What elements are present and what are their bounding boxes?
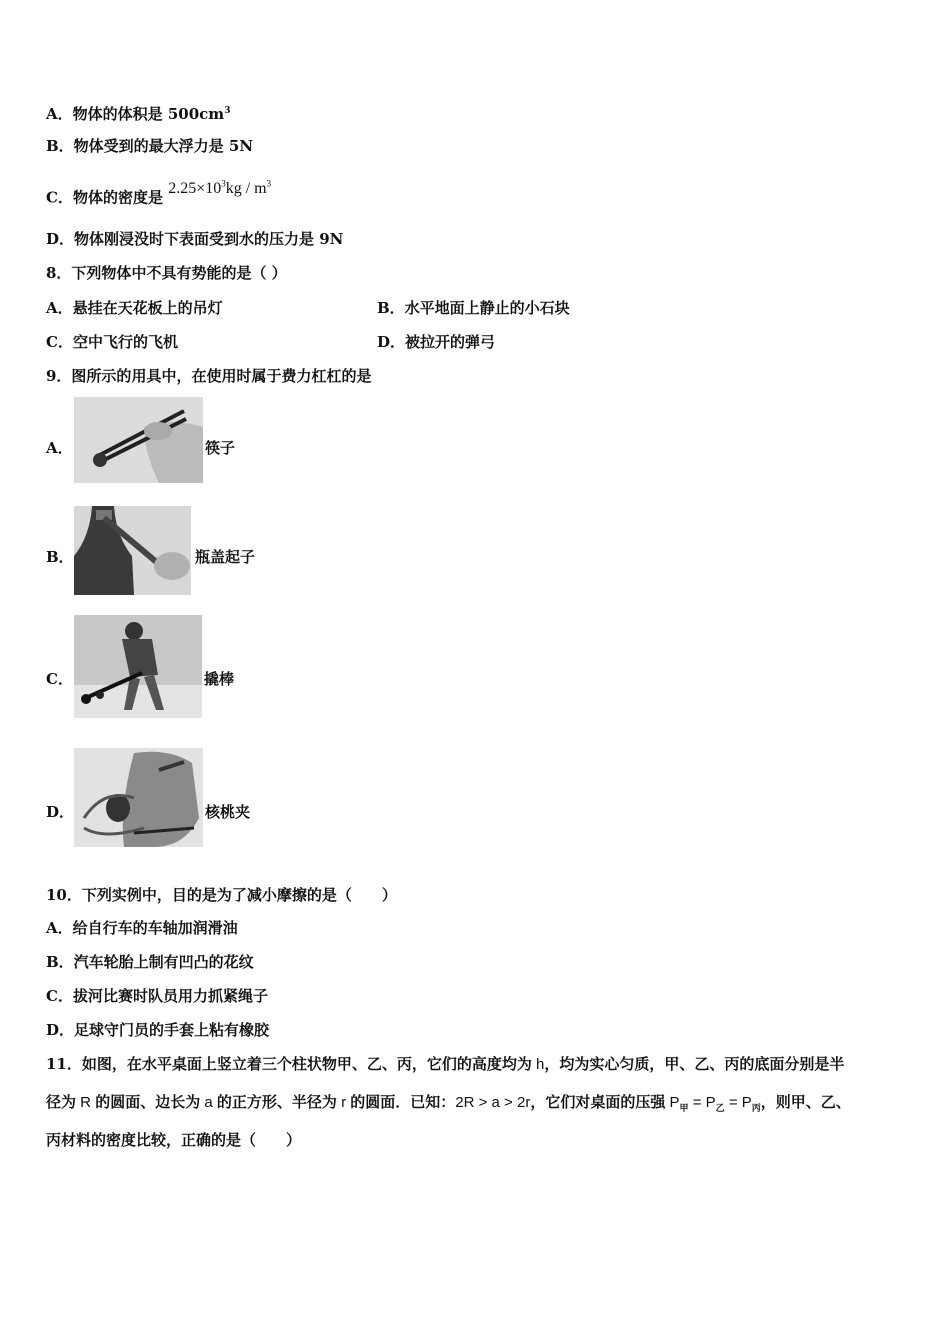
- q11-line-3: 丙材料的密度比较，正确的是（ ）: [46, 1131, 302, 1149]
- q11-sub-jia: 甲: [679, 1104, 689, 1114]
- q8-stem: 8．下列物体中不具有势能的是（ ）: [46, 264, 287, 282]
- q11-p3: = P: [724, 1094, 752, 1111]
- bottle-opener-photo: [74, 506, 191, 595]
- q8-option-a: A．悬挂在天花板上的吊灯: [46, 299, 223, 317]
- q11-l2-c: 的正方形、半径为: [216, 1093, 337, 1111]
- q9-option-d-caption: 核桃夹: [205, 803, 251, 821]
- formula-main: 2.25×10: [168, 180, 222, 198]
- q11-l1-a: 11．如图，在水平桌面上竖立着三个柱状物甲、乙、丙，它们的高度均为: [46, 1055, 532, 1073]
- q11-l2-f: ，则甲、乙、: [760, 1093, 851, 1111]
- q11-line-1: [46, 1054, 844, 1075]
- q11-l2-b: 的圆面、边长为: [95, 1093, 201, 1111]
- q11-line-2: [46, 1092, 851, 1119]
- q11-sub-bing: 丙: [751, 1104, 761, 1114]
- q11-a: a: [200, 1094, 217, 1111]
- chopsticks-photo: [74, 397, 203, 483]
- q7-option-a-text: A．物体的体积是 500cm: [46, 105, 225, 123]
- q7-option-a: [46, 101, 230, 124]
- q9-option-a-caption: 筷子: [205, 439, 236, 457]
- q9-option-c-label: C．: [46, 670, 73, 688]
- q10-option-a: A．给自行车的车轴加润滑油: [46, 919, 238, 937]
- q9-option-d-label: D．: [46, 803, 75, 821]
- q11-l2-e: ，它们对桌面的压强: [530, 1093, 666, 1111]
- q9-option-a-label: A．: [46, 439, 73, 457]
- q9-stem: 9．图所示的用具中，在使用时属于费力杠杠的是: [46, 367, 372, 385]
- q7-option-c-text: C．物体的密度是: [46, 188, 163, 207]
- q11-l1-b: ，均为实心匀质，甲、乙、丙的底面分别是半: [544, 1055, 845, 1073]
- q11-r: r: [336, 1094, 351, 1111]
- q11-p2: = P: [688, 1094, 716, 1111]
- density-formula: [168, 180, 271, 197]
- q11-l2-a: 径为: [46, 1093, 77, 1111]
- formula-unit-exp: 3: [266, 179, 272, 189]
- q11-inequality: 2R > a > 2r: [455, 1094, 531, 1111]
- q11-p1: P: [665, 1094, 680, 1111]
- q9-option-c-caption: 撬棒: [204, 670, 235, 688]
- q10-option-c: C．拔河比赛时队员用力抓紧绳子: [46, 987, 268, 1005]
- crowbar-photo: [74, 615, 202, 718]
- q8-option-c: C．空中飞行的飞机: [46, 333, 178, 351]
- formula-unit: kg / m: [225, 180, 267, 198]
- q11-sub-yi: 乙: [715, 1104, 725, 1114]
- q8-option-b: B．水平地面上静止的小石块: [377, 299, 570, 317]
- q10-option-d: D．足球守门员的手套上粘有橡胶: [46, 1021, 270, 1039]
- q7-option-d: D．物体刚浸没时下表面受到水的压力是 9N: [46, 230, 344, 248]
- q11-h: h: [531, 1056, 545, 1073]
- q11-R: R: [76, 1094, 96, 1111]
- q7-option-a-sup: 3: [224, 106, 231, 116]
- q8-row-1: [46, 298, 223, 318]
- q9-option-b-label: B．: [46, 548, 74, 566]
- q10-option-b: B．汽车轮胎上制有凹凸的花纹: [46, 953, 254, 971]
- q7-option-b: B．物体受到的最大浮力是 5N: [46, 137, 254, 155]
- nutcracker-photo: [74, 748, 203, 847]
- q10-stem: 10．下列实例中，目的是为了减小摩擦的是（ ）: [46, 886, 397, 904]
- q11-l2-d: 的圆面．已知：: [350, 1093, 456, 1111]
- q9-option-b-caption: 瓶盖起子: [195, 548, 256, 566]
- q8-option-d: D．被拉开的弹弓: [377, 333, 496, 351]
- formula-exp: 3: [221, 179, 226, 189]
- q7-option-c: [46, 179, 272, 208]
